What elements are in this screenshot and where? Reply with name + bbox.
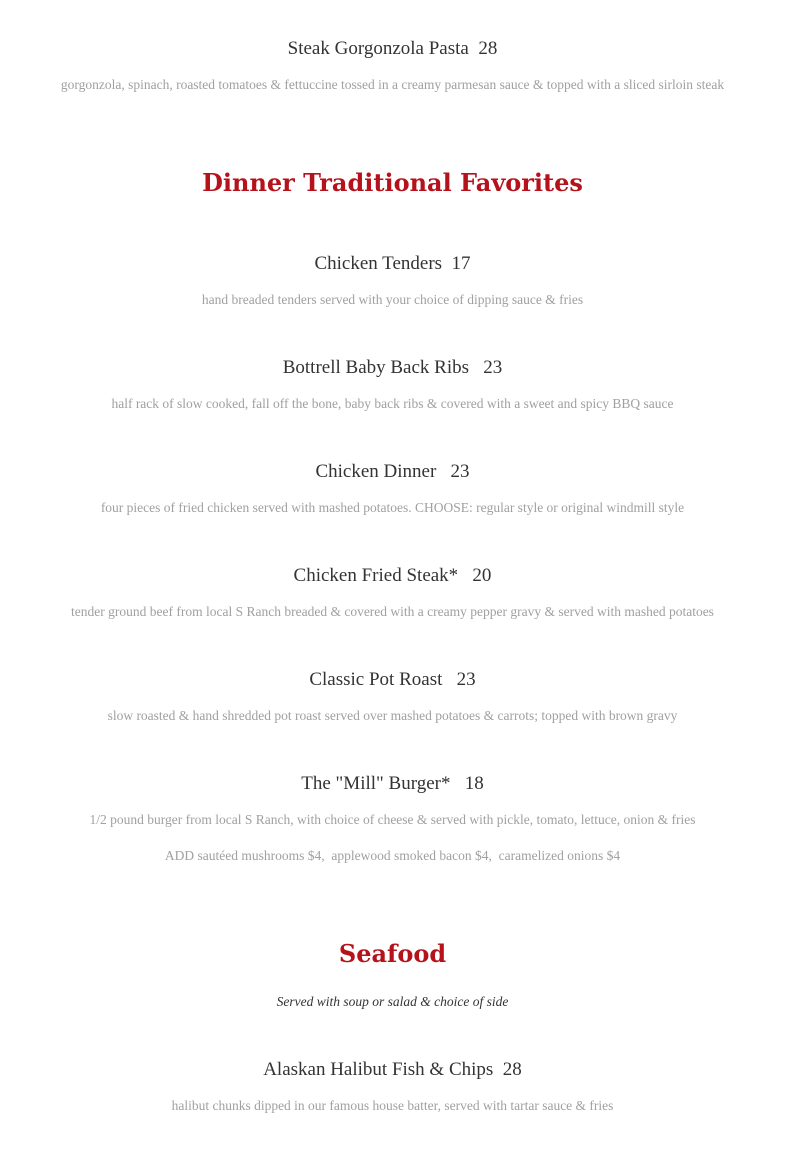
menu-item-description-chicken-dinner: four pieces of fried chicken served with mashed potatoes. CHOOSE: regular style or original windmill style <box>100 500 685 515</box>
menu-item-description-classic-pot-roast: slow roasted & hand shredded pot roast served over mashed potatoes & carrots; topped with brown gravy <box>107 708 678 723</box>
section-note-seafood: Served with soup or salad & choice of side <box>276 994 509 1009</box>
section-heading-traditional-favorites: Dinner Traditional Favorites <box>202 168 583 197</box>
section-heading-seafood: Seafood <box>338 939 447 968</box>
menu-item-description-steak-gorgonzola-pasta: gorgonzola, spinach, roasted tomatoes & fettuccine tossed in a creamy parmesan sauce & topped with a sliced sirloin steak <box>60 77 725 92</box>
menu-item-addons-mill-burger: ADD sautéed mushrooms $4, applewood smoked bacon $4, caramelized onions $4 <box>164 848 621 863</box>
menu-item-description-chicken-fried-steak: tender ground beef from local S Ranch breaded & covered with a creamy pepper gravy & served with mashed potatoes <box>71 604 714 619</box>
menu-item-title-classic-pot-roast: Classic Pot Roast 23 <box>309 669 476 690</box>
menu-item-description-chicken-tenders: hand breaded tenders served with your choice of dipping sauce & fries <box>201 292 584 307</box>
menu-item-description-mill-burger: 1/2 pound burger from local S Ranch, with choice of cheese & served with pickle, tomato, lettuce, onion & fries <box>89 812 696 827</box>
menu-item-description-baby-back-ribs: half rack of slow cooked, fall off the bone, baby back ribs & covered with a sweet and spicy BBQ sauce <box>111 396 674 411</box>
menu-item-title-baby-back-ribs: Bottrell Baby Back Ribs 23 <box>282 357 503 378</box>
menu-item-title-halibut-fish-chips: Alaskan Halibut Fish & Chips 28 <box>263 1059 522 1080</box>
menu-item-title-steak-gorgonzola-pasta: Steak Gorgonzola Pasta 28 <box>287 38 498 59</box>
menu-item-title-mill-burger: The "Mill" Burger* 18 <box>301 773 484 794</box>
menu-item-title-chicken-tenders: Chicken Tenders 17 <box>314 253 471 274</box>
menu-item-title-chicken-dinner: Chicken Dinner 23 <box>315 461 470 482</box>
menu-item-description-halibut-fish-chips: halibut chunks dipped in our famous house batter, served with tartar sauce & fries <box>171 1098 614 1113</box>
menu-item-title-chicken-fried-steak: Chicken Fried Steak* 20 <box>293 565 492 586</box>
